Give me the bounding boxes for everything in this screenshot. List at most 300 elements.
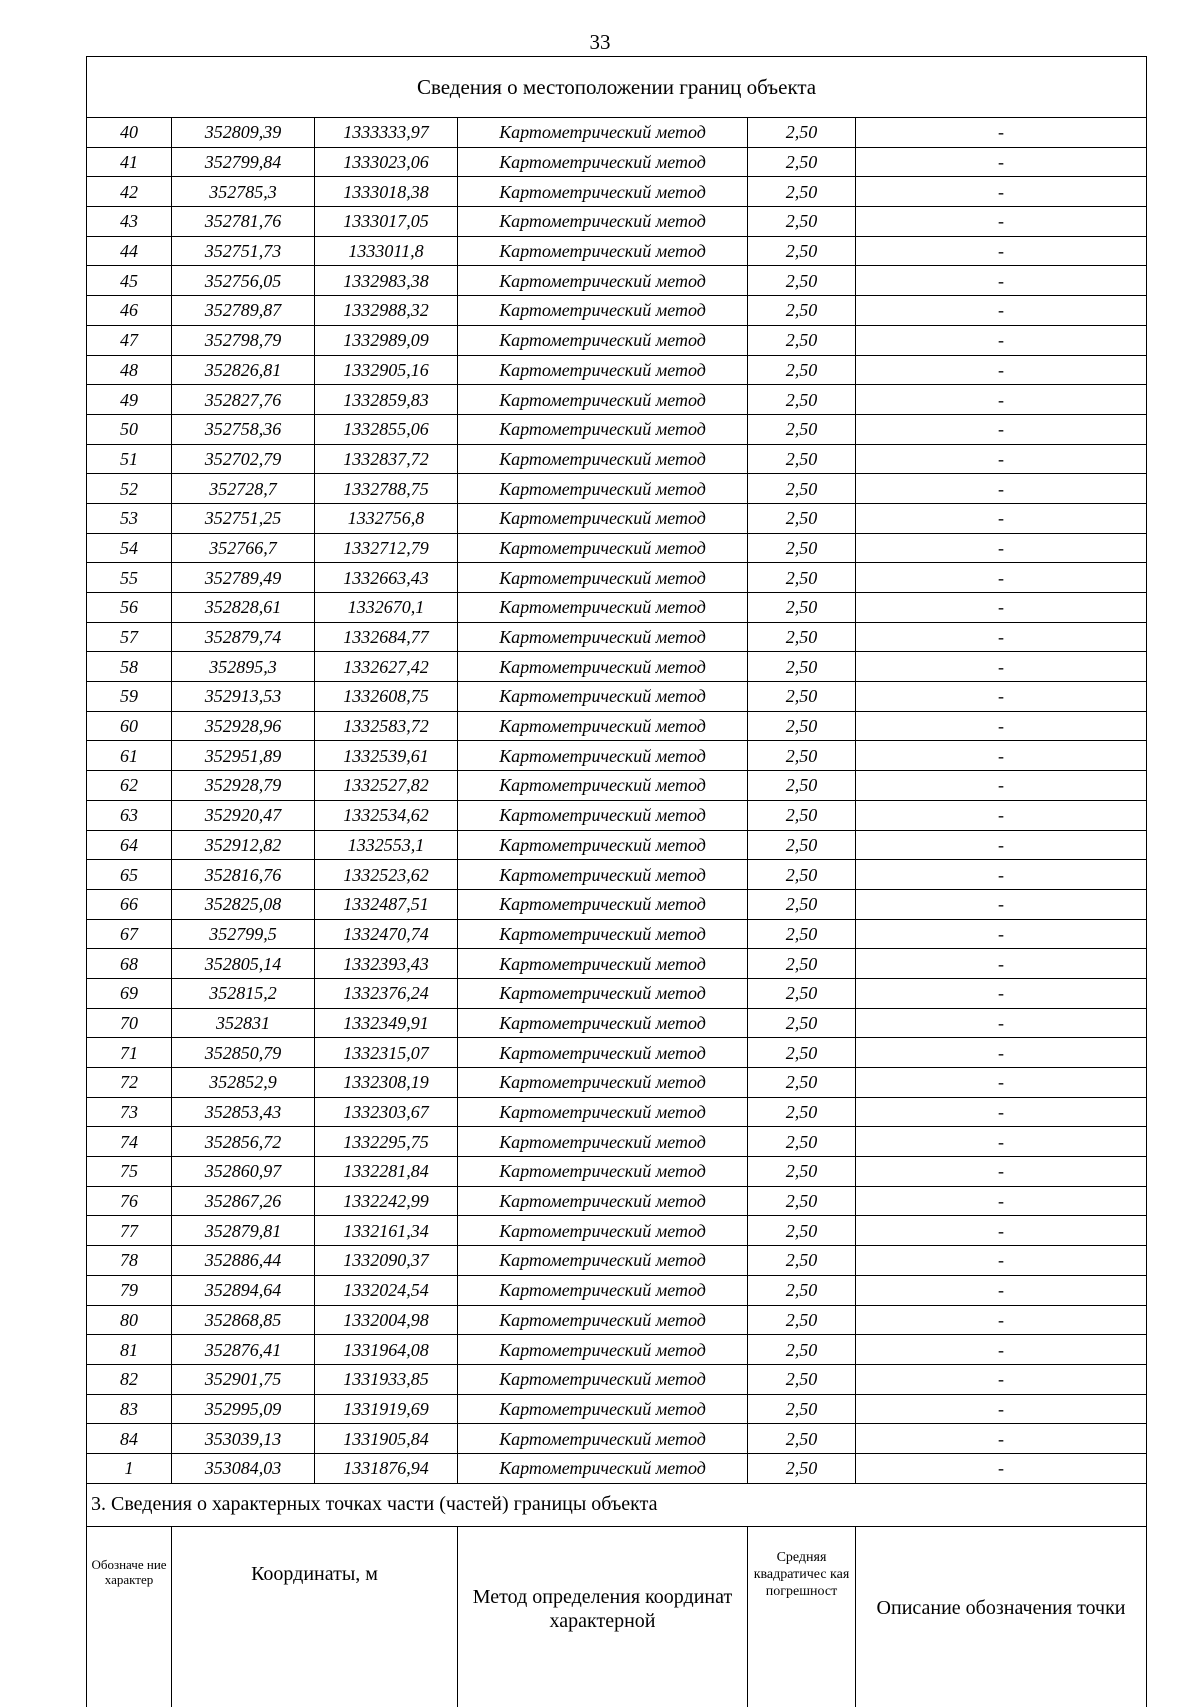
x-coordinate-cell: 352702,79 [172, 444, 315, 474]
error-value-cell: 2,50 [748, 622, 856, 652]
y-coordinate-cell: 1332905,16 [315, 355, 458, 385]
description-cell: - [856, 563, 1147, 593]
error-value-cell: 2,50 [748, 741, 856, 771]
x-coordinate-cell: 352895,3 [172, 652, 315, 682]
point-number-cell: 68 [87, 949, 172, 979]
description-cell: - [856, 1335, 1147, 1365]
method-cell: Картометрический метод [458, 1305, 748, 1335]
point-number-cell: 1 [87, 1453, 172, 1483]
description-cell: - [856, 919, 1147, 949]
error-value-cell: 2,50 [748, 385, 856, 415]
method-cell: Картометрический метод [458, 1186, 748, 1216]
error-value-cell: 2,50 [748, 682, 856, 712]
x-coordinate-cell: 352751,25 [172, 503, 315, 533]
table-row [87, 1216, 1147, 1246]
y-coordinate-cell: 1332859,83 [315, 385, 458, 415]
description-cell: - [856, 118, 1147, 148]
x-coordinate-cell: 352825,08 [172, 889, 315, 919]
y-coordinate-cell: 1333333,97 [315, 118, 458, 148]
error-value-cell: 2,50 [748, 563, 856, 593]
method-cell: Картометрический метод [458, 325, 748, 355]
description-cell: - [856, 593, 1147, 623]
x-coordinate-cell: 352827,76 [172, 385, 315, 415]
table-row [87, 1127, 1147, 1157]
error-value-cell: 2,50 [748, 177, 856, 207]
point-number-cell: 66 [87, 889, 172, 919]
point-number-cell: 61 [87, 741, 172, 771]
point-number-cell: 55 [87, 563, 172, 593]
description-cell: - [856, 771, 1147, 801]
point-number-cell: 73 [87, 1097, 172, 1127]
description-cell: - [856, 1068, 1147, 1098]
description-cell: - [856, 207, 1147, 237]
table-row [87, 236, 1147, 266]
description-cell: - [856, 414, 1147, 444]
method-cell: Картометрический метод [458, 593, 748, 623]
error-value-cell: 2,50 [748, 830, 856, 860]
method-cell: Картометрический метод [458, 741, 748, 771]
method-cell: Картометрический метод [458, 1424, 748, 1454]
x-coordinate-cell: 352789,87 [172, 296, 315, 326]
x-coordinate-cell: 352728,7 [172, 474, 315, 504]
y-coordinate-cell: 1332534,62 [315, 800, 458, 830]
description-cell: - [856, 1246, 1147, 1276]
method-cell: Картометрический метод [458, 682, 748, 712]
description-cell: - [856, 1038, 1147, 1068]
table-row [87, 1157, 1147, 1187]
error-value-cell: 2,50 [748, 1453, 856, 1483]
description-cell: - [856, 949, 1147, 979]
error-value-cell: 2,50 [748, 1097, 856, 1127]
method-cell: Картометрический метод [458, 503, 748, 533]
y-coordinate-cell: 1332349,91 [315, 1008, 458, 1038]
description-cell: - [856, 682, 1147, 712]
error-value-cell: 2,50 [748, 207, 856, 237]
x-coordinate-cell: 352876,41 [172, 1335, 315, 1365]
error-value-cell: 2,50 [748, 652, 856, 682]
error-value-cell: 2,50 [748, 889, 856, 919]
table-row [87, 147, 1147, 177]
point-number-cell: 71 [87, 1038, 172, 1068]
table-row [87, 593, 1147, 623]
method-cell: Картометрический метод [458, 919, 748, 949]
x-coordinate-cell: 352879,74 [172, 622, 315, 652]
method-cell: Картометрический метод [458, 147, 748, 177]
y-coordinate-cell: 1332281,84 [315, 1157, 458, 1187]
description-cell: - [856, 889, 1147, 919]
error-value-cell: 2,50 [748, 533, 856, 563]
point-number-cell: 43 [87, 207, 172, 237]
error-value-cell: 2,50 [748, 1038, 856, 1068]
method-cell: Картометрический метод [458, 1038, 748, 1068]
table-row [87, 1038, 1147, 1068]
method-cell: Картометрический метод [458, 1068, 748, 1098]
table-row [87, 1424, 1147, 1454]
x-coordinate-cell: 352850,79 [172, 1038, 315, 1068]
description-cell: - [856, 1453, 1147, 1483]
x-coordinate-cell: 352816,76 [172, 860, 315, 890]
table-row [87, 800, 1147, 830]
table-row [87, 325, 1147, 355]
error-value-cell: 2,50 [748, 1008, 856, 1038]
point-number-cell: 83 [87, 1394, 172, 1424]
error-value-cell: 2,50 [748, 355, 856, 385]
table-row [87, 563, 1147, 593]
error-value-cell: 2,50 [748, 414, 856, 444]
y-coordinate-cell: 1332295,75 [315, 1127, 458, 1157]
x-coordinate-cell: 352868,85 [172, 1305, 315, 1335]
table-row [87, 1097, 1147, 1127]
point-number-cell: 77 [87, 1216, 172, 1246]
description-cell: - [856, 266, 1147, 296]
description-cell: - [856, 800, 1147, 830]
point-number-cell: 58 [87, 652, 172, 682]
point-number-cell: 70 [87, 1008, 172, 1038]
description-cell: - [856, 741, 1147, 771]
method-cell: Картометрический метод [458, 1246, 748, 1276]
method-cell: Картометрический метод [458, 563, 748, 593]
y-coordinate-cell: 1332024,54 [315, 1275, 458, 1305]
table-row [87, 1275, 1147, 1305]
error-value-cell: 2,50 [748, 978, 856, 1008]
x-coordinate-cell: 352995,09 [172, 1394, 315, 1424]
error-value-cell: 2,50 [748, 711, 856, 741]
method-cell: Картометрический метод [458, 1216, 748, 1246]
x-coordinate-cell: 352756,05 [172, 266, 315, 296]
point-number-cell: 41 [87, 147, 172, 177]
x-coordinate-cell: 352751,73 [172, 236, 315, 266]
y-coordinate-cell: 1332988,32 [315, 296, 458, 326]
table-row [87, 682, 1147, 712]
x-coordinate-cell: 353084,03 [172, 1453, 315, 1483]
y-coordinate-cell: 1332470,74 [315, 919, 458, 949]
x-coordinate-cell: 352852,9 [172, 1068, 315, 1098]
x-coordinate-cell: 352860,97 [172, 1157, 315, 1187]
table-title: Сведения о местоположении границ объекта [87, 57, 1147, 118]
description-cell: - [856, 1394, 1147, 1424]
x-coordinate-cell: 352758,36 [172, 414, 315, 444]
x-coordinate-cell: 352886,44 [172, 1246, 315, 1276]
error-value-cell: 2,50 [748, 236, 856, 266]
x-coordinate-cell: 352901,75 [172, 1364, 315, 1394]
method-cell: Картометрический метод [458, 1008, 748, 1038]
description-cell: - [856, 147, 1147, 177]
method-cell: Картометрический метод [458, 889, 748, 919]
y-coordinate-cell: 1332161,34 [315, 1216, 458, 1246]
description-cell: - [856, 1008, 1147, 1038]
error-value-cell: 2,50 [748, 1275, 856, 1305]
table-row [87, 533, 1147, 563]
description-cell: - [856, 503, 1147, 533]
y-coordinate-cell: 1332788,75 [315, 474, 458, 504]
y-coordinate-cell: 1332855,06 [315, 414, 458, 444]
table-row [87, 860, 1147, 890]
table-row [87, 652, 1147, 682]
x-coordinate-cell: 352879,81 [172, 1216, 315, 1246]
x-coordinate-cell: 352831 [172, 1008, 315, 1038]
method-cell: Картометрический метод [458, 444, 748, 474]
description-cell: - [856, 1097, 1147, 1127]
x-coordinate-cell: 352951,89 [172, 741, 315, 771]
x-coordinate-cell: 352781,76 [172, 207, 315, 237]
description-cell: - [856, 1157, 1147, 1187]
description-cell: - [856, 325, 1147, 355]
point-number-cell: 60 [87, 711, 172, 741]
description-cell: - [856, 1424, 1147, 1454]
y-coordinate-cell: 1332315,07 [315, 1038, 458, 1068]
y-coordinate-cell: 1332553,1 [315, 830, 458, 860]
point-number-cell: 80 [87, 1305, 172, 1335]
table-row [87, 1068, 1147, 1098]
table-row [87, 1453, 1147, 1483]
table-row [87, 622, 1147, 652]
x-coordinate-cell: 352867,26 [172, 1186, 315, 1216]
point-number-cell: 44 [87, 236, 172, 266]
table-row [87, 919, 1147, 949]
y-coordinate-cell: 1332756,8 [315, 503, 458, 533]
description-cell: - [856, 622, 1147, 652]
error-value-cell: 2,50 [748, 296, 856, 326]
method-cell: Картометрический метод [458, 474, 748, 504]
point-number-cell: 56 [87, 593, 172, 623]
method-cell: Картометрический метод [458, 414, 748, 444]
description-cell: - [856, 860, 1147, 890]
error-value-cell: 2,50 [748, 860, 856, 890]
method-cell: Картометрический метод [458, 296, 748, 326]
error-value-cell: 2,50 [748, 593, 856, 623]
description-cell: - [856, 236, 1147, 266]
point-number-cell: 49 [87, 385, 172, 415]
table-row [87, 741, 1147, 771]
point-number-cell: 48 [87, 355, 172, 385]
y-coordinate-cell: 1332303,67 [315, 1097, 458, 1127]
table-row [87, 1246, 1147, 1276]
method-cell: Картометрический метод [458, 1127, 748, 1157]
y-coordinate-cell: 1332523,62 [315, 860, 458, 890]
y-coordinate-cell: 1332684,77 [315, 622, 458, 652]
x-coordinate-cell: 352798,79 [172, 325, 315, 355]
y-coordinate-cell: 1332487,51 [315, 889, 458, 919]
point-number-cell: 45 [87, 266, 172, 296]
y-coordinate-cell: 1333017,05 [315, 207, 458, 237]
x-coordinate-cell: 352928,96 [172, 711, 315, 741]
method-cell: Картометрический метод [458, 711, 748, 741]
table-row [87, 296, 1147, 326]
table-row [87, 118, 1147, 148]
y-coordinate-cell: 1332608,75 [315, 682, 458, 712]
table-row [87, 177, 1147, 207]
y-coordinate-cell: 1331933,85 [315, 1364, 458, 1394]
header-mark: Обозначе ние характер [87, 1526, 172, 1707]
y-coordinate-cell: 1332242,99 [315, 1186, 458, 1216]
method-cell: Картометрический метод [458, 800, 748, 830]
error-value-cell: 2,50 [748, 1335, 856, 1365]
x-coordinate-cell: 352920,47 [172, 800, 315, 830]
description-cell: - [856, 1364, 1147, 1394]
table-row [87, 1008, 1147, 1038]
point-number-cell: 50 [87, 414, 172, 444]
point-number-cell: 79 [87, 1275, 172, 1305]
y-coordinate-cell: 1332712,79 [315, 533, 458, 563]
method-cell: Картометрический метод [458, 1275, 748, 1305]
y-coordinate-cell: 1332627,42 [315, 652, 458, 682]
y-coordinate-cell: 1332393,43 [315, 949, 458, 979]
description-cell: - [856, 1127, 1147, 1157]
method-cell: Картометрический метод [458, 1097, 748, 1127]
description-cell: - [856, 533, 1147, 563]
y-coordinate-cell: 1331905,84 [315, 1424, 458, 1454]
point-number-cell: 74 [87, 1127, 172, 1157]
method-cell: Картометрический метод [458, 622, 748, 652]
x-coordinate-cell: 352815,2 [172, 978, 315, 1008]
y-coordinate-cell: 1332663,43 [315, 563, 458, 593]
description-cell: - [856, 1216, 1147, 1246]
method-cell: Картометрический метод [458, 1335, 748, 1365]
x-coordinate-cell: 352912,82 [172, 830, 315, 860]
x-coordinate-cell: 352828,61 [172, 593, 315, 623]
header-description: Описание обозначения точки [856, 1526, 1147, 1707]
method-cell: Картометрический метод [458, 771, 748, 801]
method-cell: Картометрический метод [458, 949, 748, 979]
error-value-cell: 2,50 [748, 1424, 856, 1454]
x-coordinate-cell: 352799,5 [172, 919, 315, 949]
table-row [87, 503, 1147, 533]
point-number-cell: 67 [87, 919, 172, 949]
point-number-cell: 75 [87, 1157, 172, 1187]
x-coordinate-cell: 352805,14 [172, 949, 315, 979]
point-number-cell: 65 [87, 860, 172, 890]
x-coordinate-cell: 352799,84 [172, 147, 315, 177]
y-coordinate-cell: 1332583,72 [315, 711, 458, 741]
description-cell: - [856, 355, 1147, 385]
error-value-cell: 2,50 [748, 1157, 856, 1187]
point-number-cell: 64 [87, 830, 172, 860]
y-coordinate-cell: 1332004,98 [315, 1305, 458, 1335]
point-number-cell: 40 [87, 118, 172, 148]
table-row [87, 771, 1147, 801]
table-row [87, 355, 1147, 385]
y-coordinate-cell: 1333023,06 [315, 147, 458, 177]
description-cell: - [856, 830, 1147, 860]
method-cell: Картометрический метод [458, 236, 748, 266]
x-coordinate-cell: 352853,43 [172, 1097, 315, 1127]
description-cell: - [856, 711, 1147, 741]
table-row [87, 1186, 1147, 1216]
method-cell: Картометрический метод [458, 1394, 748, 1424]
y-coordinate-cell: 1331876,94 [315, 1453, 458, 1483]
header-method: Метод определения координат характерной [458, 1526, 748, 1707]
section-3-title: 3. Сведения о характерных точках части (частей) границы объекта [87, 1483, 1147, 1526]
point-number-cell: 84 [87, 1424, 172, 1454]
error-value-cell: 2,50 [748, 1364, 856, 1394]
error-value-cell: 2,50 [748, 118, 856, 148]
point-number-cell: 42 [87, 177, 172, 207]
table-row [87, 266, 1147, 296]
description-cell: - [856, 1305, 1147, 1335]
error-value-cell: 2,50 [748, 771, 856, 801]
table-row [87, 1364, 1147, 1394]
x-coordinate-cell: 352913,53 [172, 682, 315, 712]
y-coordinate-cell: 1332989,09 [315, 325, 458, 355]
error-value-cell: 2,50 [748, 147, 856, 177]
x-coordinate-cell: 352928,79 [172, 771, 315, 801]
x-coordinate-cell: 352809,39 [172, 118, 315, 148]
x-coordinate-cell: 352766,7 [172, 533, 315, 563]
y-coordinate-cell: 1331919,69 [315, 1394, 458, 1424]
method-cell: Картометрический метод [458, 266, 748, 296]
description-cell: - [856, 474, 1147, 504]
description-cell: - [856, 385, 1147, 415]
table-row [87, 949, 1147, 979]
point-number-cell: 57 [87, 622, 172, 652]
x-coordinate-cell: 352785,3 [172, 177, 315, 207]
table-row [87, 830, 1147, 860]
point-number-cell: 81 [87, 1335, 172, 1365]
method-cell: Картометрический метод [458, 1364, 748, 1394]
y-coordinate-cell: 1332837,72 [315, 444, 458, 474]
error-value-cell: 2,50 [748, 444, 856, 474]
error-value-cell: 2,50 [748, 474, 856, 504]
point-number-cell: 54 [87, 533, 172, 563]
y-coordinate-cell: 1332670,1 [315, 593, 458, 623]
method-cell: Картометрический метод [458, 355, 748, 385]
point-number-cell: 53 [87, 503, 172, 533]
point-number-cell: 78 [87, 1246, 172, 1276]
table-row [87, 414, 1147, 444]
error-value-cell: 2,50 [748, 919, 856, 949]
description-cell: - [856, 978, 1147, 1008]
y-coordinate-cell: 1332376,24 [315, 978, 458, 1008]
description-cell: - [856, 1186, 1147, 1216]
table-row [87, 474, 1147, 504]
y-coordinate-cell: 1332539,61 [315, 741, 458, 771]
error-value-cell: 2,50 [748, 325, 856, 355]
error-value-cell: 2,50 [748, 1127, 856, 1157]
x-coordinate-cell: 352894,64 [172, 1275, 315, 1305]
point-number-cell: 82 [87, 1364, 172, 1394]
y-coordinate-cell: 1332983,38 [315, 266, 458, 296]
page-number: 33 [589, 30, 611, 54]
point-number-cell: 52 [87, 474, 172, 504]
table-row [87, 978, 1147, 1008]
x-coordinate-cell: 352789,49 [172, 563, 315, 593]
table-row [87, 207, 1147, 237]
error-value-cell: 2,50 [748, 503, 856, 533]
error-value-cell: 2,50 [748, 1305, 856, 1335]
x-coordinate-cell: 352826,81 [172, 355, 315, 385]
method-cell: Картометрический метод [458, 978, 748, 1008]
method-cell: Картометрический метод [458, 652, 748, 682]
header-coordinates: Координаты, м [172, 1526, 458, 1707]
point-number-cell: 63 [87, 800, 172, 830]
method-cell: Картометрический метод [458, 118, 748, 148]
method-cell: Картометрический метод [458, 533, 748, 563]
description-cell: - [856, 652, 1147, 682]
error-value-cell: 2,50 [748, 1394, 856, 1424]
y-coordinate-cell: 1332527,82 [315, 771, 458, 801]
x-coordinate-cell: 353039,13 [172, 1424, 315, 1454]
table-row [87, 711, 1147, 741]
method-cell: Картометрический метод [458, 177, 748, 207]
y-coordinate-cell: 1331964,08 [315, 1335, 458, 1365]
table-row [87, 385, 1147, 415]
point-number-cell: 69 [87, 978, 172, 1008]
method-cell: Картометрический метод [458, 860, 748, 890]
table-row [87, 1335, 1147, 1365]
x-coordinate-cell: 352856,72 [172, 1127, 315, 1157]
table-row [87, 1394, 1147, 1424]
error-value-cell: 2,50 [748, 1186, 856, 1216]
